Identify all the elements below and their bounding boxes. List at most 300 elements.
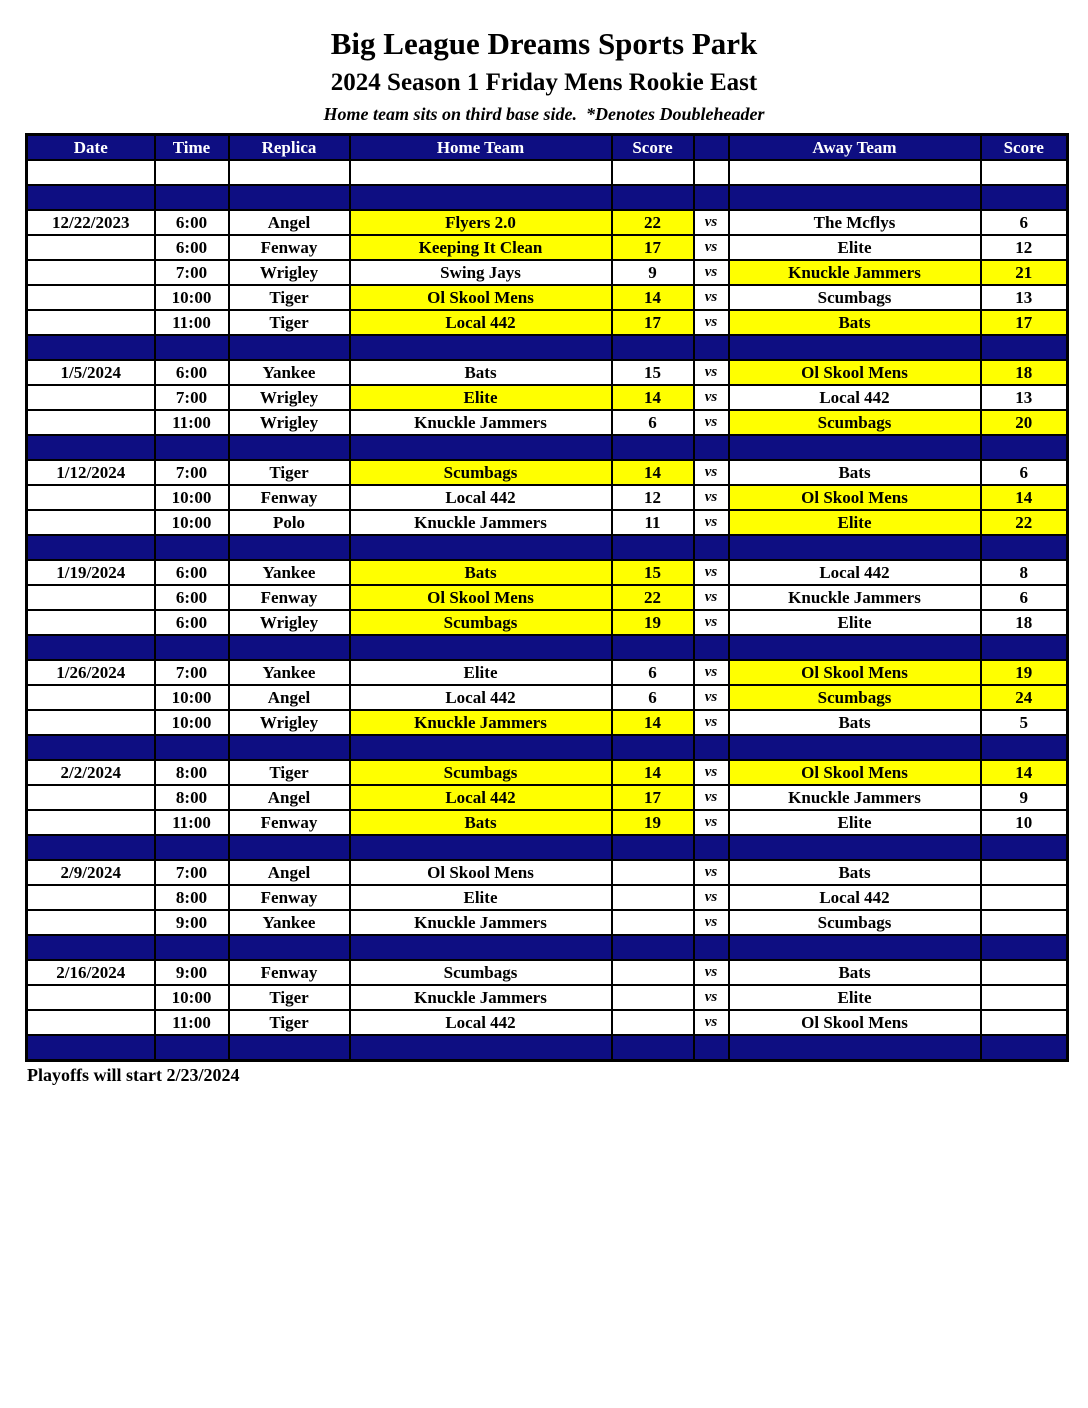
game-row	[27, 235, 1068, 260]
replica-cell: Fenway	[229, 235, 350, 260]
home-score-cell: 9	[612, 260, 694, 285]
table-header-row	[27, 135, 1068, 161]
date-cell	[27, 335, 155, 360]
away-score-cell: 6	[981, 460, 1068, 485]
vs-label: vs	[694, 985, 729, 1010]
away-team-cell: Knuckle Jammers	[729, 260, 981, 285]
date-cell: 2/2/2024	[27, 760, 155, 785]
away-score-cell: 9	[981, 785, 1068, 810]
date-cell	[27, 435, 155, 460]
vs-label	[694, 1035, 729, 1061]
home-score-cell: 17	[612, 235, 694, 260]
away-team-cell: Elite	[729, 985, 981, 1010]
vs-label	[694, 435, 729, 460]
home-team-cell: Local 442	[350, 685, 612, 710]
home-team-cell: Swing Jays	[350, 260, 612, 285]
home-team-cell: Knuckle Jammers	[350, 510, 612, 535]
away-team-cell: Scumbags	[729, 685, 981, 710]
replica-cell: Tiger	[229, 310, 350, 335]
time-cell: 11:00	[155, 810, 229, 835]
away-score-cell: 13	[981, 385, 1068, 410]
date-cell	[27, 185, 155, 210]
home-team-cell: Bats	[350, 560, 612, 585]
home-team-cell	[350, 835, 612, 860]
replica-cell	[229, 335, 350, 360]
replica-cell	[229, 535, 350, 560]
time-cell: 11:00	[155, 310, 229, 335]
home-team-cell: Knuckle Jammers	[350, 910, 612, 935]
separator-row	[27, 635, 1068, 660]
replica-cell	[229, 160, 350, 185]
date-cell	[27, 160, 155, 185]
home-score-cell: 22	[612, 210, 694, 235]
home-team-cell	[350, 435, 612, 460]
time-cell	[155, 435, 229, 460]
away-team-cell: Bats	[729, 710, 981, 735]
game-row	[27, 860, 1068, 885]
away-team-cell: Local 442	[729, 560, 981, 585]
game-row	[27, 260, 1068, 285]
replica-cell: Wrigley	[229, 610, 350, 635]
vs-label: vs	[694, 560, 729, 585]
home-score-cell: 11	[612, 510, 694, 535]
time-cell: 8:00	[155, 885, 229, 910]
home-score-cell	[612, 435, 694, 460]
away-score-cell: 17	[981, 310, 1068, 335]
date-cell	[27, 260, 155, 285]
home-team-cell: Local 442	[350, 485, 612, 510]
home-team-cell	[350, 160, 612, 185]
time-cell: 10:00	[155, 285, 229, 310]
date-cell	[27, 910, 155, 935]
replica-cell: Angel	[229, 685, 350, 710]
away-score-cell: 19	[981, 660, 1068, 685]
separator-row	[27, 335, 1068, 360]
home-team-cell: Local 442	[350, 785, 612, 810]
away-team-cell: Bats	[729, 310, 981, 335]
time-cell: 9:00	[155, 910, 229, 935]
date-cell	[27, 985, 155, 1010]
away-score-cell: 8	[981, 560, 1068, 585]
home-team-cell	[350, 335, 612, 360]
away-score-cell	[981, 985, 1068, 1010]
date-cell	[27, 485, 155, 510]
away-score-cell	[981, 835, 1068, 860]
replica-cell: Angel	[229, 210, 350, 235]
date-cell	[27, 585, 155, 610]
away-team-cell: Ol Skool Mens	[729, 660, 981, 685]
vs-label: vs	[694, 235, 729, 260]
home-score-cell	[612, 885, 694, 910]
away-team-cell: Ol Skool Mens	[729, 360, 981, 385]
away-team-cell: Ol Skool Mens	[729, 760, 981, 785]
time-cell	[155, 535, 229, 560]
spacer-row	[27, 160, 1068, 185]
home-score-cell: 17	[612, 785, 694, 810]
away-score-cell: 6	[981, 210, 1068, 235]
date-cell	[27, 735, 155, 760]
time-cell: 10:00	[155, 710, 229, 735]
replica-cell: Wrigley	[229, 410, 350, 435]
home-score-cell: 14	[612, 710, 694, 735]
vs-label: vs	[694, 760, 729, 785]
time-cell: 7:00	[155, 660, 229, 685]
vs-label: vs	[694, 410, 729, 435]
away-score-cell	[981, 935, 1068, 960]
vs-label: vs	[694, 860, 729, 885]
away-team-cell	[729, 435, 981, 460]
date-cell	[27, 235, 155, 260]
replica-cell	[229, 435, 350, 460]
home-team-cell: Knuckle Jammers	[350, 410, 612, 435]
home-team-cell	[350, 635, 612, 660]
vs-label: vs	[694, 510, 729, 535]
time-cell: 6:00	[155, 585, 229, 610]
away-score-cell: 22	[981, 510, 1068, 535]
home-team-cell: Local 442	[350, 1010, 612, 1035]
away-team-cell	[729, 335, 981, 360]
separator-row	[27, 935, 1068, 960]
game-row	[27, 685, 1068, 710]
game-row	[27, 760, 1068, 785]
home-score-cell	[612, 910, 694, 935]
time-cell	[155, 835, 229, 860]
vs-label: vs	[694, 685, 729, 710]
replica-cell: Angel	[229, 785, 350, 810]
home-score-cell: 19	[612, 810, 694, 835]
vs-label: vs	[694, 485, 729, 510]
time-cell	[155, 160, 229, 185]
away-team-cell	[729, 835, 981, 860]
time-cell: 7:00	[155, 460, 229, 485]
time-cell	[155, 185, 229, 210]
col-header-time: Time	[155, 135, 229, 161]
date-cell: 1/12/2024	[27, 460, 155, 485]
vs-label	[694, 160, 729, 185]
date-cell: 2/9/2024	[27, 860, 155, 885]
replica-cell: Fenway	[229, 810, 350, 835]
time-cell: 10:00	[155, 685, 229, 710]
away-team-cell	[729, 185, 981, 210]
away-score-cell: 5	[981, 710, 1068, 735]
league-subtitle: 2024 Season 1 Friday Mens Rookie East	[330, 69, 758, 96]
away-team-cell: Elite	[729, 235, 981, 260]
home-team-cell: Elite	[350, 660, 612, 685]
home-score-cell	[612, 185, 694, 210]
date-cell	[27, 885, 155, 910]
vs-label: vs	[694, 610, 729, 635]
game-row	[27, 460, 1068, 485]
away-score-cell	[981, 885, 1068, 910]
home-team-cell: Elite	[350, 885, 612, 910]
home-score-cell	[612, 960, 694, 985]
home-team-cell: Bats	[350, 360, 612, 385]
vs-label: vs	[694, 660, 729, 685]
vs-label: vs	[694, 1010, 729, 1035]
away-team-cell	[729, 635, 981, 660]
vs-label: vs	[694, 360, 729, 385]
col-header-away-team: Away Team	[729, 135, 981, 161]
separator-row	[27, 735, 1068, 760]
away-score-cell	[981, 185, 1068, 210]
vs-label: vs	[694, 885, 729, 910]
home-score-cell: 15	[612, 560, 694, 585]
away-team-cell	[729, 935, 981, 960]
away-score-cell	[981, 1010, 1068, 1035]
date-cell	[27, 810, 155, 835]
date-cell: 2/16/2024	[27, 960, 155, 985]
away-score-cell	[981, 635, 1068, 660]
vs-label	[694, 185, 729, 210]
replica-cell	[229, 735, 350, 760]
home-team-cell: Scumbags	[350, 460, 612, 485]
game-row	[27, 585, 1068, 610]
away-score-cell	[981, 960, 1068, 985]
home-score-cell: 22	[612, 585, 694, 610]
home-score-cell	[612, 1010, 694, 1035]
away-team-cell	[729, 160, 981, 185]
game-row	[27, 810, 1068, 835]
schedule-table-body	[27, 160, 1068, 1061]
away-score-cell: 18	[981, 610, 1068, 635]
away-team-cell: Scumbags	[729, 910, 981, 935]
time-cell: 8:00	[155, 785, 229, 810]
time-cell: 9:00	[155, 960, 229, 985]
home-team-note: Home team sits on third base side. *Denotes Doubleheader	[323, 104, 765, 124]
date-cell	[27, 285, 155, 310]
away-score-cell	[981, 735, 1068, 760]
home-team-cell	[350, 935, 612, 960]
away-score-cell	[981, 435, 1068, 460]
replica-cell	[229, 835, 350, 860]
home-team-cell	[350, 1035, 612, 1061]
date-cell	[27, 610, 155, 635]
away-team-cell: Elite	[729, 610, 981, 635]
replica-cell	[229, 635, 350, 660]
away-team-cell	[729, 735, 981, 760]
date-cell	[27, 785, 155, 810]
away-team-cell: Bats	[729, 860, 981, 885]
game-row	[27, 785, 1068, 810]
home-score-cell	[612, 935, 694, 960]
home-team-cell: Scumbags	[350, 760, 612, 785]
home-score-cell	[612, 860, 694, 885]
game-row	[27, 410, 1068, 435]
game-row	[27, 360, 1068, 385]
vs-label: vs	[694, 785, 729, 810]
time-cell: 6:00	[155, 560, 229, 585]
time-cell	[155, 635, 229, 660]
home-score-cell	[612, 160, 694, 185]
vs-label	[694, 635, 729, 660]
home-score-cell: 14	[612, 760, 694, 785]
away-score-cell	[981, 535, 1068, 560]
date-cell	[27, 410, 155, 435]
vs-label: vs	[694, 810, 729, 835]
game-row	[27, 385, 1068, 410]
replica-cell	[229, 935, 350, 960]
vs-label: vs	[694, 210, 729, 235]
date-cell	[27, 1010, 155, 1035]
home-score-cell: 6	[612, 410, 694, 435]
time-cell	[155, 935, 229, 960]
away-team-cell: Elite	[729, 510, 981, 535]
home-team-cell	[350, 185, 612, 210]
home-score-cell	[612, 1035, 694, 1061]
vs-label: vs	[694, 460, 729, 485]
home-team-cell	[350, 535, 612, 560]
replica-cell: Fenway	[229, 585, 350, 610]
col-header-vs	[694, 135, 729, 161]
game-row	[27, 510, 1068, 535]
time-cell: 6:00	[155, 210, 229, 235]
time-cell: 8:00	[155, 760, 229, 785]
replica-cell: Yankee	[229, 660, 350, 685]
home-score-cell	[612, 735, 694, 760]
playoffs-note: Playoffs will start 2/23/2024	[27, 1065, 240, 1085]
away-team-cell: Bats	[729, 960, 981, 985]
away-score-cell: 24	[981, 685, 1068, 710]
vs-label	[694, 735, 729, 760]
replica-cell: Wrigley	[229, 260, 350, 285]
date-cell	[27, 510, 155, 535]
vs-label	[694, 835, 729, 860]
home-score-cell: 12	[612, 485, 694, 510]
away-team-cell: Bats	[729, 460, 981, 485]
replica-cell: Tiger	[229, 1010, 350, 1035]
vs-label: vs	[694, 710, 729, 735]
home-team-cell: Flyers 2.0	[350, 210, 612, 235]
col-header-date: Date	[27, 135, 155, 161]
replica-cell: Yankee	[229, 560, 350, 585]
home-score-cell	[612, 985, 694, 1010]
vs-label: vs	[694, 285, 729, 310]
date-cell: 12/22/2023	[27, 210, 155, 235]
replica-cell: Wrigley	[229, 385, 350, 410]
vs-label	[694, 335, 729, 360]
game-row	[27, 910, 1068, 935]
time-cell	[155, 1035, 229, 1061]
date-cell	[27, 310, 155, 335]
away-score-cell: 10	[981, 810, 1068, 835]
separator-row	[27, 535, 1068, 560]
date-cell: 1/26/2024	[27, 660, 155, 685]
home-score-cell: 19	[612, 610, 694, 635]
vs-label	[694, 935, 729, 960]
away-team-cell: Local 442	[729, 885, 981, 910]
col-header-home-score: Score	[612, 135, 694, 161]
replica-cell: Tiger	[229, 760, 350, 785]
replica-cell: Tiger	[229, 985, 350, 1010]
home-team-cell: Knuckle Jammers	[350, 985, 612, 1010]
vs-label: vs	[694, 910, 729, 935]
home-score-cell: 6	[612, 660, 694, 685]
replica-cell: Wrigley	[229, 710, 350, 735]
replica-cell: Polo	[229, 510, 350, 535]
replica-cell: Angel	[229, 860, 350, 885]
home-team-cell: Elite	[350, 385, 612, 410]
time-cell: 7:00	[155, 260, 229, 285]
separator-row	[27, 435, 1068, 460]
replica-cell: Fenway	[229, 885, 350, 910]
away-team-cell: Scumbags	[729, 410, 981, 435]
game-row	[27, 610, 1068, 635]
date-cell: 1/19/2024	[27, 560, 155, 585]
time-cell: 6:00	[155, 235, 229, 260]
game-row	[27, 485, 1068, 510]
away-team-cell	[729, 1035, 981, 1061]
time-cell: 11:00	[155, 1010, 229, 1035]
home-team-cell: Ol Skool Mens	[350, 860, 612, 885]
home-score-cell	[612, 635, 694, 660]
time-cell: 6:00	[155, 610, 229, 635]
home-team-cell: Scumbags	[350, 960, 612, 985]
home-score-cell: 14	[612, 385, 694, 410]
home-score-cell: 14	[612, 460, 694, 485]
game-row	[27, 985, 1068, 1010]
game-row	[27, 885, 1068, 910]
away-team-cell: Knuckle Jammers	[729, 585, 981, 610]
away-team-cell: Elite	[729, 810, 981, 835]
date-cell	[27, 710, 155, 735]
time-cell: 10:00	[155, 510, 229, 535]
home-score-cell: 17	[612, 310, 694, 335]
away-score-cell: 13	[981, 285, 1068, 310]
separator-row	[27, 835, 1068, 860]
away-team-cell: The Mcflys	[729, 210, 981, 235]
schedule-table	[25, 133, 1069, 1062]
away-score-cell: 6	[981, 585, 1068, 610]
time-cell	[155, 335, 229, 360]
date-cell: 1/5/2024	[27, 360, 155, 385]
game-row	[27, 560, 1068, 585]
replica-cell	[229, 185, 350, 210]
date-cell	[27, 935, 155, 960]
home-team-cell: Ol Skool Mens	[350, 585, 612, 610]
away-score-cell: 20	[981, 410, 1068, 435]
away-score-cell	[981, 860, 1068, 885]
replica-cell	[229, 1035, 350, 1061]
game-row	[27, 960, 1068, 985]
away-score-cell	[981, 1035, 1068, 1061]
away-team-cell: Ol Skool Mens	[729, 1010, 981, 1035]
vs-label: vs	[694, 585, 729, 610]
away-team-cell: Scumbags	[729, 285, 981, 310]
page-title: Big League Dreams Sports Park	[330, 26, 758, 61]
home-score-cell	[612, 335, 694, 360]
home-score-cell: 6	[612, 685, 694, 710]
date-cell	[27, 535, 155, 560]
home-team-cell: Bats	[350, 810, 612, 835]
replica-cell: Yankee	[229, 360, 350, 385]
home-score-cell	[612, 835, 694, 860]
home-team-cell: Keeping It Clean	[350, 235, 612, 260]
separator-row	[27, 1035, 1068, 1061]
away-score-cell: 18	[981, 360, 1068, 385]
vs-label: vs	[694, 385, 729, 410]
date-cell	[27, 835, 155, 860]
time-cell: 6:00	[155, 360, 229, 385]
home-team-cell: Knuckle Jammers	[350, 710, 612, 735]
home-score-cell: 15	[612, 360, 694, 385]
date-cell	[27, 685, 155, 710]
away-team-cell: Ol Skool Mens	[729, 485, 981, 510]
time-cell: 11:00	[155, 410, 229, 435]
game-row	[27, 210, 1068, 235]
away-score-cell	[981, 910, 1068, 935]
time-cell: 10:00	[155, 485, 229, 510]
col-header-replica: Replica	[229, 135, 350, 161]
